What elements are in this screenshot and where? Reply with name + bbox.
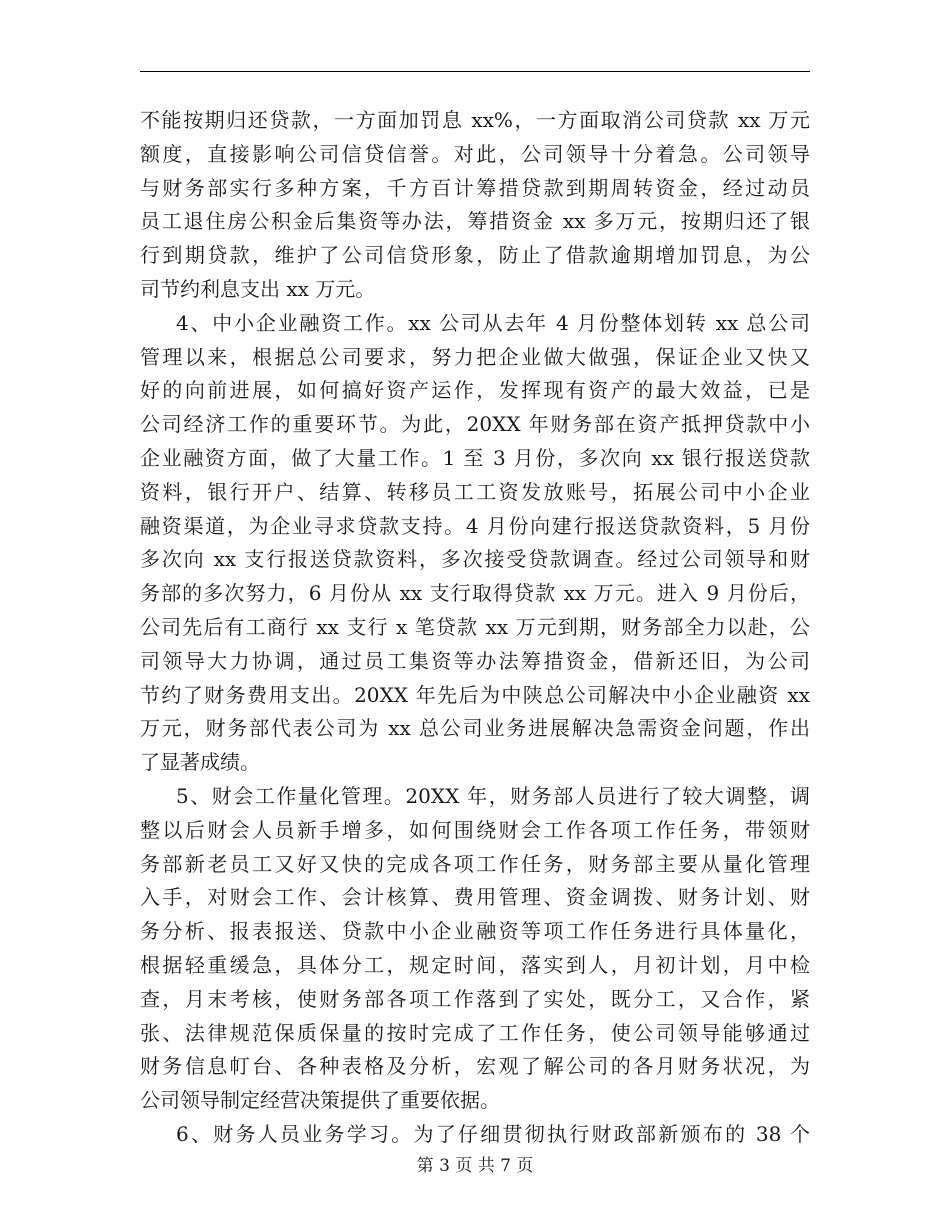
- paragraph-start-line: 6、财务人员业务学习。为了仔细贯彻执行财政部新颁布的 38 个: [176, 1121, 810, 1146]
- paragraph-start-line: 5、财会工作量化管理。20XX 年，财务部人员进行了较大调整，调: [176, 783, 810, 808]
- text-line: 根据轻重缓急，具体分工，规定时间，落实到人，月初计划，月中检: [140, 952, 810, 977]
- header-rule: [140, 71, 810, 72]
- text-line: 务部新老员工又好又快的完成各项工作任务，财务部主要从量化管理: [140, 851, 810, 876]
- text-line: 了显著成绩。: [140, 750, 260, 775]
- text-line: 节约了财务费用支出。20XX 年先后为中陕总公司解决中小企业融资 xx: [140, 682, 810, 707]
- text-line: 企业融资方面，做了大量工作。1 至 3 月份，多次向 xx 银行报送贷款: [140, 445, 810, 470]
- text-line: 公司先后有工商行 xx 支行 x 笔贷款 xx 万元到期，财务部全力以赴，公: [140, 614, 810, 639]
- text-line: 公司领导制定经营决策提供了重要依据。: [140, 1088, 500, 1113]
- text-line: 务分析、报表报送、贷款中小企业融资等项工作任务进行具体量化，: [140, 919, 810, 944]
- body-text: [140, 104, 810, 1152]
- text-line: 查，月末考核，使财务部各项工作落到了实处，既分工，又合作，紧: [140, 986, 810, 1011]
- text-line: 司节约利息支出 xx 万元。: [140, 276, 376, 301]
- text-line: 行到期贷款，维护了公司信贷形象，防止了借款逾期增加罚息，为公: [140, 243, 810, 268]
- text-line: 财务信息帄台、各种表格及分析，宏观了解公司的各月财务状况，为: [140, 1054, 810, 1079]
- text-line: 融资渠道，为企业寻求贷款支持。4 月份向建行报送贷款资料，5 月份: [140, 513, 810, 538]
- text-line: 与财务部实行多种方案，千方百计筹措贷款到期周转资金，经过动员: [140, 175, 810, 200]
- text-line: 张、法律规范保质保量的按时完成了工作任务，使公司领导能够通过: [140, 1020, 810, 1045]
- text-line: 员工退住房公积金后集资等办法，筹措资金 xx 多万元，按期归还了银: [140, 209, 810, 234]
- text-line: 多次向 xx 支行报送贷款资料，多次接受贷款调查。经过公司领导和财: [140, 547, 810, 572]
- text-line: 务部的多次努力，6 月份从 xx 支行取得贷款 xx 万元。进入 9 月份后，: [140, 581, 810, 606]
- text-line: 好的向前进展，如何搞好资产运作，发挥现有资产的最大效益，已是: [140, 378, 810, 403]
- text-line: 管理以来，根据总公司要求，努力把企业做大做强，保证企业又快又: [140, 344, 810, 369]
- paragraph-start-line: 4、中小企业融资工作。xx 公司从去年 4 月份整体划转 xx 总公司: [176, 310, 810, 335]
- text-line: 整以后财会人员新手增多，如何围绕财会工作各项工作任务，带领财: [140, 817, 810, 842]
- text-line: 入手，对财会工作、会计核算、费用管理、资金调拨、财务计划、财: [140, 885, 810, 910]
- text-line: 额度，直接影响公司信贷信誉。对此，公司领导十分着急。公司领导: [140, 141, 810, 166]
- text-line: 资料，银行开户、结算、转移员工工资发放账号，拓展公司中小企业: [140, 479, 810, 504]
- page-number-footer: 第 3 页 共 7 页: [416, 1156, 534, 1176]
- text-line: 公司经济工作的重要环节。为此，20XX 年财务部在资产抵押贷款中小: [140, 412, 810, 437]
- text-line: 万元，财务部代表公司为 xx 总公司业务进展解决急需资金问题，作出: [140, 716, 810, 741]
- text-line: 不能按期归还贷款，一方面加罚息 xx%，一方面取消公司贷款 xx 万元: [140, 108, 810, 132]
- text-line: 司领导大力协调，通过员工集资等办法筹措资金，借新还旧，为公司: [140, 648, 810, 673]
